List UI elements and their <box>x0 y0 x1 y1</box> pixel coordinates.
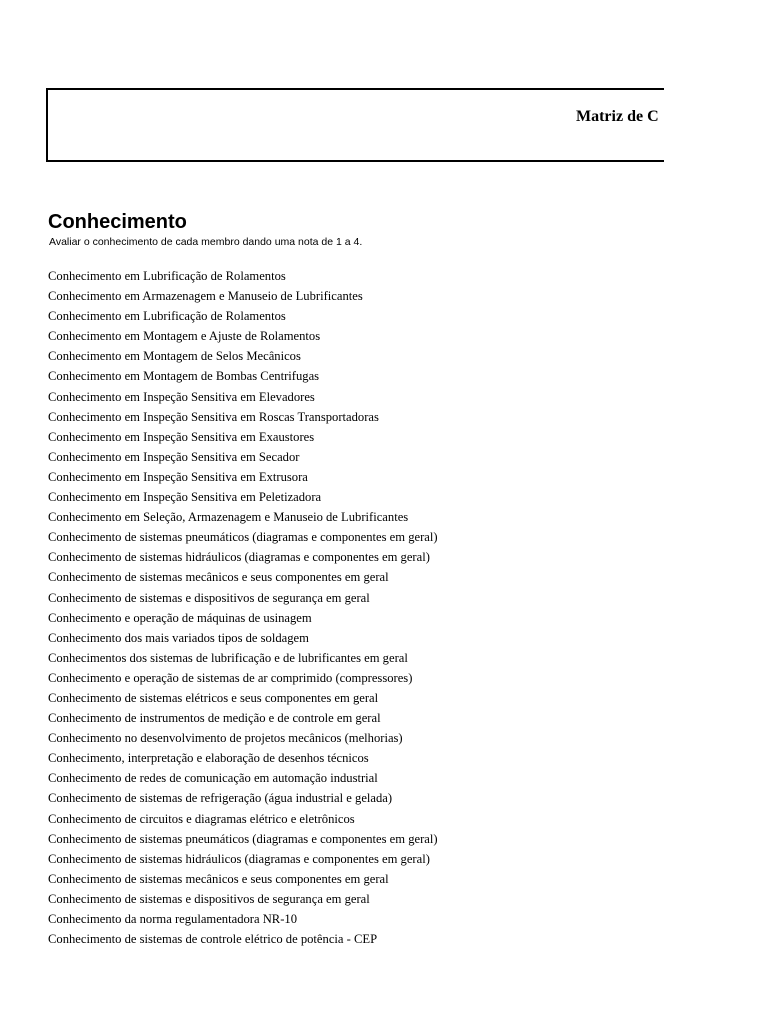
knowledge-item: Conhecimento em Inspeção Sensitiva em Exaustores <box>48 429 315 444</box>
knowledge-item: Conhecimento e operação de sistemas de ar comprimido (compressores) <box>48 670 413 685</box>
knowledge-item: Conhecimento de circuitos e diagramas elétrico e eletrônicos <box>48 811 355 826</box>
header-title: Matriz de C <box>576 108 659 125</box>
knowledge-item: Conhecimento de sistemas de refrigeração (água industrial e gelada) <box>48 791 393 806</box>
knowledge-item: Conhecimento em Lubrificação de Rolamentos <box>48 269 286 283</box>
header-clip <box>48 90 666 160</box>
knowledge-item: Conhecimento de instrumentos de medição e de controle em geral <box>48 711 381 726</box>
knowledge-item: Conhecimento de sistemas hidráulicos (diagramas e componentes em geral) <box>48 550 430 565</box>
knowledge-item: Conhecimento de sistemas hidráulicos (diagramas e componentes em geral) <box>48 851 430 866</box>
knowledge-item: Conhecimento dos mais variados tipos de soldagem <box>48 630 309 645</box>
knowledge-item: Conhecimentos dos sistemas de lubrificação e de lubrificantes em geral <box>48 650 408 665</box>
knowledge-item: Conhecimento de sistemas pneumáticos (diagramas e componentes em geral) <box>48 831 438 846</box>
knowledge-item: Conhecimento em Seleção, Armazenagem e Manuseio de Lubrificantes <box>48 510 409 525</box>
knowledge-item: Conhecimento em Lubrificação de Rolamentos <box>48 309 286 324</box>
knowledge-item: Conhecimento de sistemas pneumáticos (diagramas e componentes em geral) <box>48 530 438 545</box>
knowledge-item: Conhecimento em Inspeção Sensitiva em Peletizadora <box>48 490 322 505</box>
header-box <box>46 88 768 162</box>
knowledge-list <box>48 266 438 949</box>
knowledge-item: Conhecimento e operação de máquinas de usinagem <box>48 610 312 625</box>
page-edge-mask <box>664 0 768 1024</box>
knowledge-item: Conhecimento de sistemas mecânicos e seus componentes em geral <box>48 570 389 585</box>
knowledge-item: Conhecimento em Montagem de Bombas Centrifugas <box>48 369 320 384</box>
knowledge-item: Conhecimento em Montagem e Ajuste de Rolamentos <box>48 329 321 344</box>
knowledge-item: Conhecimento de sistemas mecânicos e seus componentes em geral <box>48 871 389 886</box>
knowledge-item: Conhecimento, interpretação e elaboração de desenhos técnicos <box>48 751 369 766</box>
knowledge-item: Conhecimento em Montagem de Selos Mecânicos <box>48 349 301 364</box>
section-title: Conhecimento <box>48 211 187 233</box>
knowledge-item: Conhecimento em Armazenagem e Manuseio de Lubrificantes <box>48 289 363 304</box>
knowledge-item: Conhecimento de sistemas e dispositivos de segurança em geral <box>48 891 370 906</box>
knowledge-item: Conhecimento de sistemas de controle elétrico de potência - CEP <box>48 932 378 947</box>
knowledge-item: Conhecimento da norma regulamentadora NR-10 <box>48 912 297 926</box>
knowledge-item: Conhecimento em Inspeção Sensitiva em Roscas Transportadoras <box>48 409 379 424</box>
knowledge-item: Conhecimento de sistemas e dispositivos de segurança em geral <box>48 590 370 605</box>
knowledge-item: Conhecimento em Inspeção Sensitiva em Elevadores <box>48 389 315 404</box>
knowledge-item: Conhecimento em Inspeção Sensitiva em Secador <box>48 449 300 464</box>
knowledge-item: Conhecimento no desenvolvimento de projetos mecânicos (melhorias) <box>48 731 403 746</box>
section-subtitle: Avaliar o conhecimento de cada membro dando uma nota de 1 a 4. <box>49 236 363 248</box>
knowledge-item: Conhecimento em Inspeção Sensitiva em Extrusora <box>48 469 308 484</box>
knowledge-item: Conhecimento de sistemas elétricos e seus componentes em geral <box>48 690 379 705</box>
knowledge-item: Conhecimento de redes de comunicação em automação industrial <box>48 771 378 786</box>
